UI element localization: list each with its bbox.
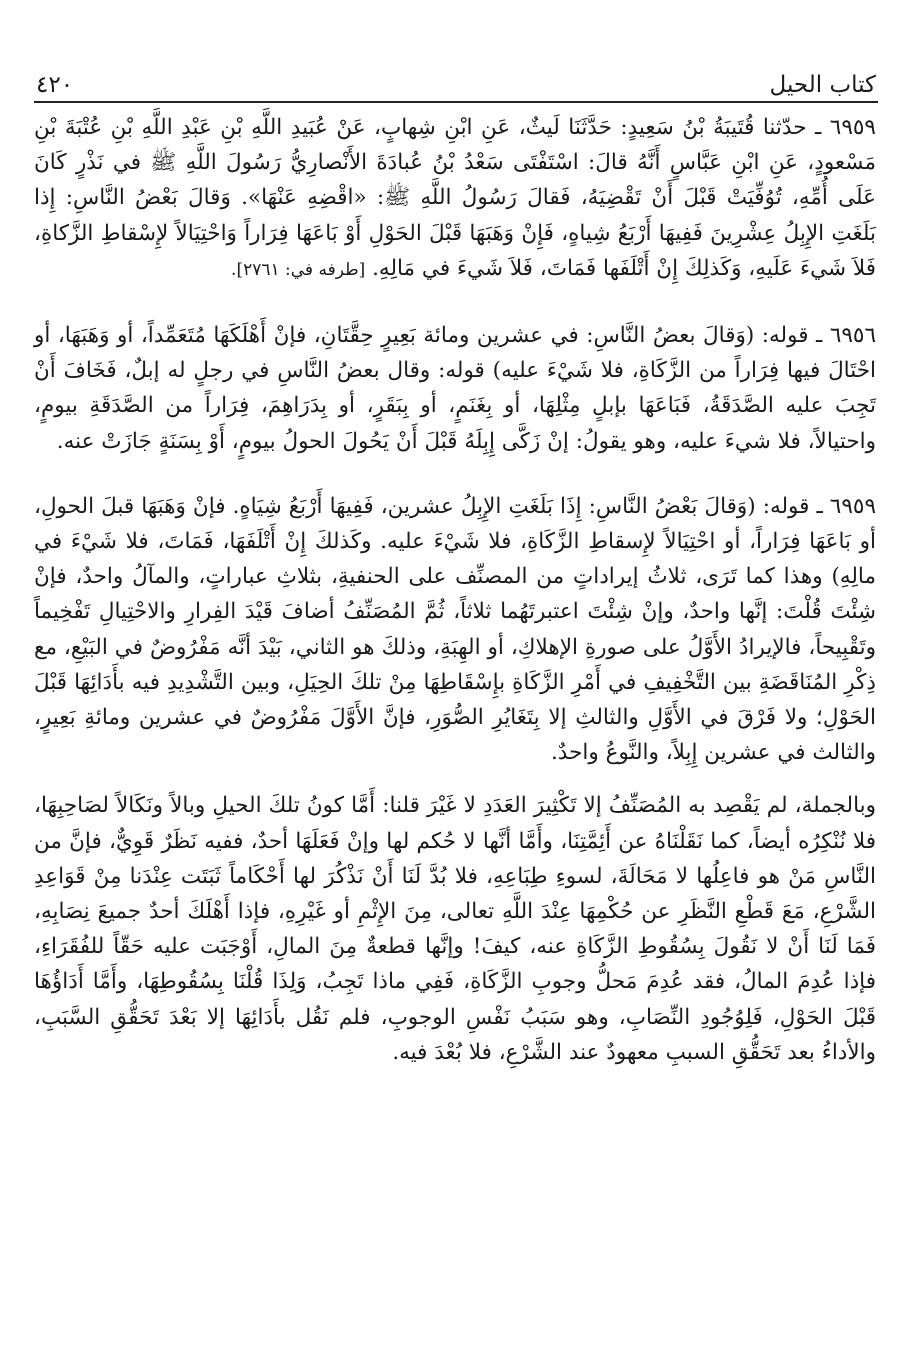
commentary-text: قوله: (وَقالَ بَعْضُ النَّاسِ: إِذَا بَلَغَتِ الإِبِلُ عشرين، فَفِيهَا أَرْبَعُ شِيَاهٍ. فإنْ وَهَبَهَا قبلَ الحولِ، أو بَاعَهَا فِرَاراً، أو احْتِيَالاً لإِسقاطِ الزَّكَاةِ، فلا شَيْءَ عليه. وكَذلكَ إِنْ أَتْلَفَهَا، فَمَاتَ، فلا شَيْءَ في مالِهِ) وهذا كما تَرَى، ثلاثُ إيراداتٍ من المصنِّف على الحنفيةِ، بثلاثِ عباراتٍ، والمآلُ واحدٌ، فإنْ شِئْتَ قُلْتَ: إنَّها واحدٌ، وإنْ شِئْتَ اعتبرتَهُما ثلاثاً، ثُمَّ المُصَنِّفُ أضافَ قَيْدَ الفِرارِ والاحْتِيالِ تَفْخِيماً وتَقْبِيحاً، فالإيرادُ الأَوَّلُ على صورةِ الإهلاكِ، أو الهِبَةِ، وذلكَ هو الثاني، بَيْدَ أنَّه مَفْرُوضٌ في البَيْعِ، مع ذِكْرِ المُنَاقَضَةِ بين التَّخْفِيفِ في أَمْرِ الزَّكَاةِ بإِسْقَاطِهَا مِنْ تلكَ الحِيَلِ، وبين التَّشْدِيدِ فيه بأَدَائِهَا قَبْلَ الحَوْلِ؛ ولا فَرْقَ في الأَوَّلِ والثالثِ إلا بِتَغَايُرِ الصُّوَرِ، فإنَّ الأَوَّلَ مَفْرُوضٌ في عشرين ومائةِ بَعِيرٍ، والثالث في عشرين إِبِلاً، والنَّوعُ واحدٌ.	[34, 493, 876, 766]
cross-reference: [طرفه في: ٢٧٦١].	[231, 259, 366, 280]
commentary-number: ٦٩٥٦ ـ	[816, 323, 877, 349]
commentary-text: وبالجملة، لم يَقْصِد به المُصَنِّفُ إلا تَكْثِيرَ العَدَدِ لا غَيْرَ قلنا: أَمَّا كونُ تلكَ الحيلِ وبالاً ونَكَالاً لصَاحِبِهَا، فلا نُنْكِرُه أيضاً، كما نَقَلْنَاهُ عن أَئِمَّتِنَا، وأَمَّا أنَّها لا حُكم لها وإنْ فَعَلَهَا أحدٌ، ففيه نَظَرٌ قَوِيٌّ، فإنَّ من النَّاسِ مَنْ هو فاعِلُها لا مَحَالَةَ، لسوءِ طِبَاعِهِ، فلا بُدَّ لَنَا أَنْ نَذْكُرَ لها أَحْكَاماً ثَبَتَت عِنْدَنا مِنْ قَوَاعِدِ الشَّرْعِ، مَعَ قَطْعِ النَّظَرِ عن حُكْمِهَا عِنْدَ اللَّهِ تعالى، مِنَ الإِثْمِ أو غَيْرِهِ، فإذا أَهْلَكَ أحدٌ جميعَ نِصَابِهِ، فَمَا لَنَا أَنْ لا نَقُولَ بِسُقُوطِ الزَّكَاةِ عنه، كيفَ! وإنَّها قطعةٌ مِنَ المالِ، أَوْجَبَت عليه حَقّاً للفُقَرَاءِ، فإذا عُدِمَ المالُ، فقد عُدِمَ مَحلُّ وجوبِ الزَّكَاةِ، فَفِي ماذا تَجِبُ، وَلِذَا قُلْنَا بِسُقُوطِهَا، وأَمَّا أَدَاؤُهَا قَبْلَ الحَوْلِ، فَلِوُجُودِ النِّصَابِ، وهو سَبَبُ نَفْسِ الوجوبِ، فلم نَقُل بأَدَائِهَا إلا بَعْدَ تَحَقُّقِ السَّبَبِ، والأداءُ بعد تَحَقُّقِ السببِ معهودٌ عند الشَّرْعِ، فلا بُعْدَ فيه.	[34, 793, 876, 1065]
hadith-paragraph	[34, 110, 876, 288]
page-number: ٤٢٠	[36, 72, 74, 98]
spacer	[34, 288, 876, 318]
commentary-text: قوله: (وَقالَ بعضُ النَّاسِ: في عشرين ومائة بَعِيرٍ حِقَّتَانِ، فإنْ أَهْلَكَهَا مُتَعَمِّداً، أو وَهَبَهَا، أو احْتَالَ فيها فِرَاراً من الزَّكَاةِ، فلا شَيْءَ عليه) قوله: وقال بعضُ النَّاسِ في رجلٍ له إبلٌ، فَخَافَ أَنْ تَجِبَ عليه الصَّدَقَةُ، فَبَاعَهَا بإبلٍ مِثْلِهَا، أو بِغَنَمٍ، أو بِبَقَرٍ، أو بِدَرَاهِمَ، فِرَاراً من الصَّدَقَةِ بيومٍ، واحتيالاً، فلا شيءَ عليه، وهو يقولُ: إنْ زَكَّى إِبِلَهُ قَبْلَ أَنْ يَحُولَ الحولُ بيومٍ، أَوْ بِسَنَةٍ جَازَتْ عنه.	[34, 323, 876, 454]
page-content	[34, 110, 876, 1070]
commentary-paragraph	[34, 489, 876, 771]
hadith-number: ٦٩٥٩ ـ	[814, 115, 876, 140]
commentary-number: ٦٩٥٩ ـ	[816, 493, 876, 519]
book-title: كتاب الحيل	[769, 72, 876, 98]
hadith-text: حدّثنا قُتَيبَةُ بْنُ سَعِيدٍ: حَدَّثَنَا لَيثٌ، عَنِ ابْنِ شِهابٍ، عَنْ عُبَيدِ اللَّهِ بْنِ عَبْدِ اللَّهِ بْنِ عُتْبَةَ بْنِ مَسْعودٍ، عَنِ ابْنِ عَبَّاسٍ أَنَّهُ قالَ: اسْتَفْتَى سَعْدُ بْنُ عُبادَةَ الأَنْصارِيُّ رَسُولَ اللَّهِ ﷺ في نَذْرٍ كَانَ عَلَى أُمِّهِ، تُوُفِّيَتْ قَبْلَ أَنْ تَقْضِيَهُ، فَقالَ رَسُولُ اللَّهِ ﷺ: «اقْضِهِ عَنْهَا». وَقالَ بَعْضُ النَّاسِ: إِذا بَلَغَتِ الإِبِلُ عِشْرِينَ فَفِيهَا أَرْبَعُ شِياهٍ، فَإِنْ وَهَبَهَا قَبْلَ الحَوْلِ أَوْ بَاعَهَا فِرَاراً وَاحْتِيَالاً لإِسْقاطِ الزَّكاةِ، فَلاَ شَيءَ عَلَيهِ، وَكَذلِكَ إِنْ أَتْلَفَها فَمَاتَ، فَلاَ شَيءَ في مَالِهِ.	[34, 115, 876, 281]
page-header	[36, 58, 876, 98]
spacer	[34, 770, 876, 788]
commentary-paragraph	[34, 318, 876, 459]
spacer	[34, 459, 876, 489]
commentary-paragraph	[34, 788, 876, 1070]
header-rule	[34, 101, 878, 103]
